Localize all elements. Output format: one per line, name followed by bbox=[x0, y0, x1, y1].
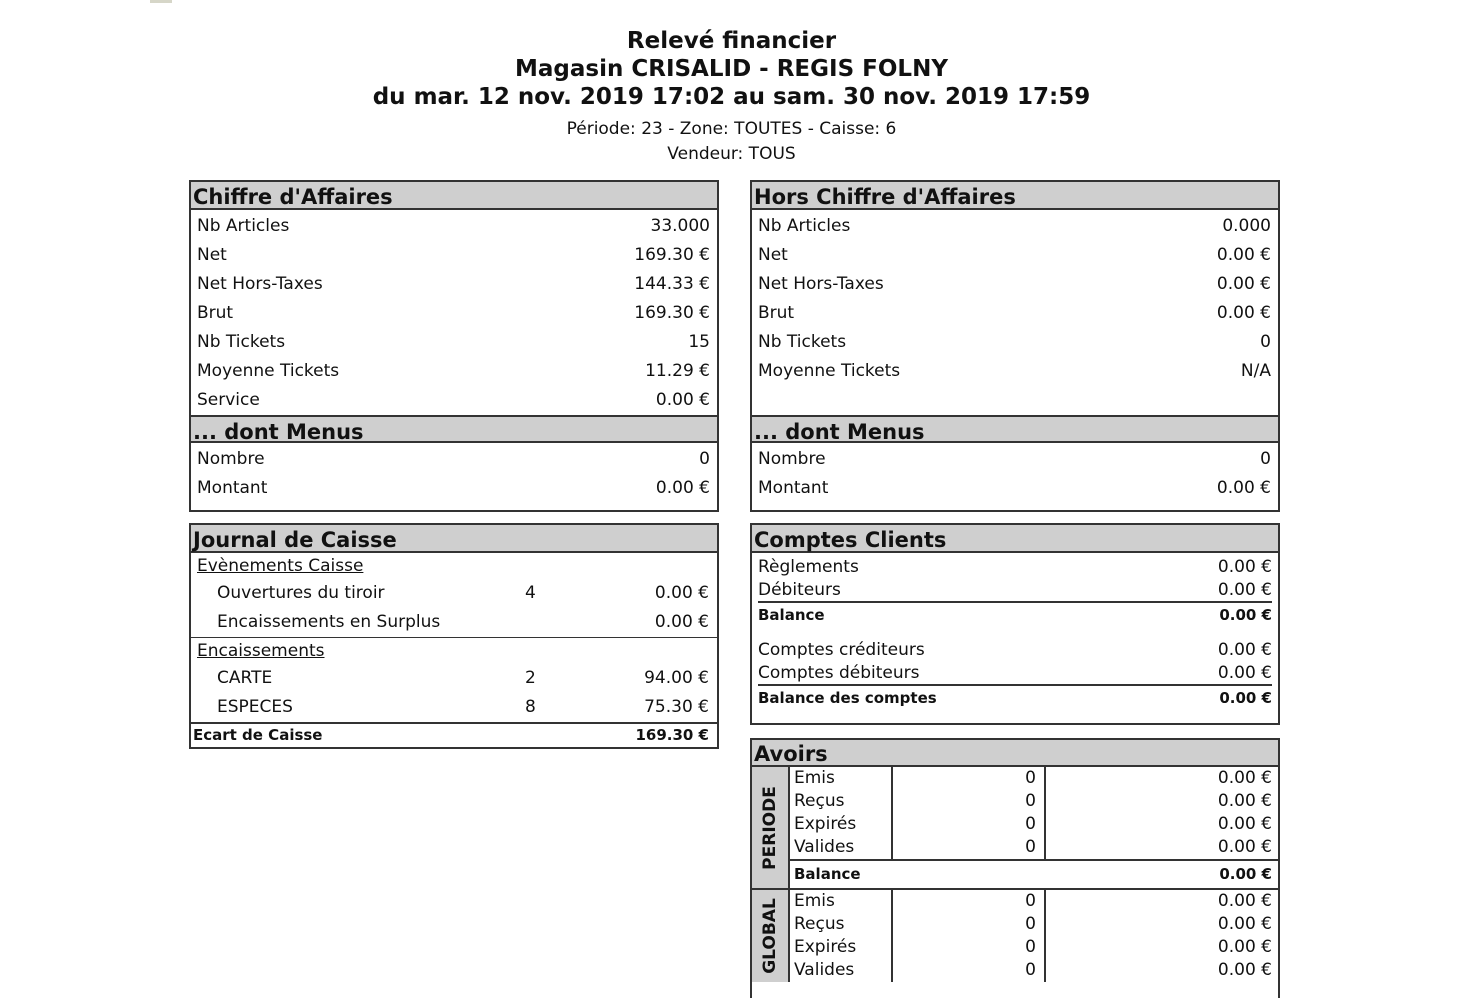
avoirs-periode-side bbox=[752, 767, 790, 888]
avoirs-row-label: Valides bbox=[790, 836, 893, 859]
hca-row bbox=[758, 212, 1271, 241]
avoirs-periode-label: PERIODE bbox=[760, 785, 780, 870]
report-period: du mar. 12 nov. 2019 17:02 au sam. 30 nov. 2019 17:59 bbox=[372, 84, 1091, 110]
ca-menu-value: 0 bbox=[699, 449, 710, 469]
clients-balance2-row bbox=[758, 684, 1272, 711]
hca-row-empty bbox=[758, 386, 1271, 415]
ca-row-value: 169.30 € bbox=[634, 303, 710, 323]
clients-balance2-value: 0.00 € bbox=[1219, 689, 1272, 707]
clients-row-value: 0.00 € bbox=[1217, 580, 1272, 600]
avoirs-row bbox=[790, 813, 1278, 836]
hca-menus-title: ... dont Menus bbox=[752, 415, 1278, 443]
ca-row-label: Net Hors-Taxes bbox=[197, 274, 323, 294]
clients-balance-value: 0.00 € bbox=[1219, 606, 1272, 624]
hca-row bbox=[758, 357, 1271, 386]
avoirs-global-side bbox=[752, 890, 790, 982]
ca-row-label: Net bbox=[197, 245, 227, 265]
report-title: Relevé financier bbox=[626, 28, 837, 54]
ca-row-label: Service bbox=[197, 390, 260, 410]
ca-row-label: Moyenne Tickets bbox=[197, 361, 340, 381]
hca-row bbox=[758, 241, 1271, 270]
hca-menu-row bbox=[758, 474, 1271, 503]
ca-menu-label: Nombre bbox=[197, 449, 265, 469]
journal-cash-head: Encaissements bbox=[191, 637, 717, 664]
hca-menu-value: 0.00 € bbox=[1216, 478, 1271, 498]
journal-section bbox=[189, 523, 719, 749]
avoirs-row-count: 0 bbox=[893, 767, 1046, 790]
avoirs-row-amount: 0.00 € bbox=[1217, 914, 1272, 934]
avoirs-row-count: 0 bbox=[893, 790, 1046, 813]
ca-row bbox=[197, 386, 710, 415]
clients-balance-label: Balance bbox=[758, 606, 825, 624]
ca-menu-label: Montant bbox=[197, 478, 268, 498]
journal-cash-amount: 75.30 € bbox=[644, 697, 709, 717]
journal-event-row bbox=[191, 579, 717, 608]
hca-row bbox=[758, 270, 1271, 299]
hca-row-label: Net bbox=[758, 245, 788, 265]
ca-row-label: Brut bbox=[197, 303, 234, 323]
ca-row bbox=[197, 212, 710, 241]
hca-row bbox=[758, 299, 1271, 328]
hca-row-value: 0.00 € bbox=[1216, 303, 1271, 323]
ca-row-value: 33.000 bbox=[650, 216, 710, 236]
avoirs-global-label: GLOBAL bbox=[760, 898, 780, 974]
ca-row-value: 15 bbox=[688, 332, 710, 352]
avoirs-row-label: Reçus bbox=[790, 790, 893, 813]
avoirs-global-block bbox=[752, 888, 1278, 982]
hca-menu-value: 0 bbox=[1260, 449, 1271, 469]
hca-row-value: 0 bbox=[1260, 332, 1271, 352]
avoirs-row-count: 0 bbox=[893, 836, 1046, 859]
avoirs-row-count: 0 bbox=[893, 890, 1046, 913]
hca-row bbox=[758, 328, 1271, 357]
journal-title: Journal de Caisse bbox=[191, 525, 717, 553]
avoirs-row-label: Valides bbox=[790, 959, 893, 982]
hca-row-label: Nb Articles bbox=[758, 216, 851, 236]
avoirs-row bbox=[790, 913, 1278, 936]
hca-title: Hors Chiffre d'Affaires bbox=[752, 182, 1278, 210]
ca-row-value: 11.29 € bbox=[645, 361, 710, 381]
avoirs-row-label: Emis bbox=[790, 767, 893, 790]
clients-row bbox=[758, 555, 1272, 578]
ca-menu-row bbox=[197, 445, 710, 474]
clients-row bbox=[758, 638, 1272, 661]
hca-row-label: Moyenne Tickets bbox=[758, 361, 901, 381]
ca-menu-value: 0.00 € bbox=[655, 478, 710, 498]
hca-row-value: N/A bbox=[1240, 361, 1271, 381]
clients-title: Comptes Clients bbox=[752, 525, 1278, 553]
hca-menu-label: Nombre bbox=[758, 449, 826, 469]
avoirs-row bbox=[790, 959, 1278, 982]
avoirs-row bbox=[790, 790, 1278, 813]
journal-event-amount: 0.00 € bbox=[654, 583, 709, 603]
ca-row bbox=[197, 270, 710, 299]
report-filters: Période: 23 - Zone: TOUTES - Caisse: 6 bbox=[566, 119, 897, 139]
journal-total-label: Ecart de Caisse bbox=[193, 726, 323, 744]
ca-section bbox=[189, 180, 719, 512]
journal-total-row bbox=[191, 722, 717, 746]
journal-events-head: Evènements Caisse bbox=[197, 556, 364, 576]
hca-section bbox=[750, 180, 1280, 512]
avoirs-row-label: Expirés bbox=[790, 813, 893, 836]
journal-cash-amount: 94.00 € bbox=[644, 668, 709, 688]
journal-event-row bbox=[191, 608, 717, 637]
journal-cash-row bbox=[191, 693, 717, 722]
hca-row-value: 0.000 bbox=[1222, 216, 1271, 236]
avoirs-periode-block bbox=[752, 767, 1278, 888]
report-header bbox=[0, 27, 1463, 167]
ca-row-value: 144.33 € bbox=[634, 274, 710, 294]
avoirs-row-label: Expirés bbox=[790, 936, 893, 959]
avoirs-balance-value: 0.00 € bbox=[1219, 865, 1272, 883]
hca-row-label: Brut bbox=[758, 303, 795, 323]
hca-menu-label: Montant bbox=[758, 478, 829, 498]
ca-row-label: Nb Articles bbox=[197, 216, 290, 236]
report-seller: Vendeur: TOUS bbox=[667, 144, 796, 164]
clients-row bbox=[758, 578, 1272, 601]
journal-event-label: Encaissements en Surplus bbox=[217, 612, 441, 632]
avoirs-balance-label: Balance bbox=[794, 865, 861, 883]
avoirs-row bbox=[790, 767, 1278, 790]
journal-cash-label: ESPECES bbox=[217, 697, 293, 717]
ca-menus-title: ... dont Menus bbox=[191, 415, 717, 443]
hca-row-label: Nb Tickets bbox=[758, 332, 847, 352]
clients-row-label: Règlements bbox=[758, 557, 859, 577]
ca-row bbox=[197, 357, 710, 386]
avoirs-row-count: 0 bbox=[893, 959, 1046, 982]
ca-row-value: 169.30 € bbox=[634, 245, 710, 265]
hca-row-value: 0.00 € bbox=[1216, 274, 1271, 294]
avoirs-row-amount: 0.00 € bbox=[1217, 960, 1272, 980]
ca-row bbox=[197, 328, 710, 357]
avoirs-row-amount: 0.00 € bbox=[1217, 791, 1272, 811]
clients-row-value: 0.00 € bbox=[1217, 640, 1272, 660]
clients-row-label: Comptes débiteurs bbox=[758, 663, 920, 683]
avoirs-row-label: Emis bbox=[790, 890, 893, 913]
clients-balance-row bbox=[758, 601, 1272, 628]
journal-cash-count: 8 bbox=[525, 697, 536, 717]
avoirs-row bbox=[790, 890, 1278, 913]
ca-row-label: Nb Tickets bbox=[197, 332, 286, 352]
hca-menu-row bbox=[758, 445, 1271, 474]
clients-row bbox=[758, 661, 1272, 684]
avoirs-row-amount: 0.00 € bbox=[1217, 814, 1272, 834]
avoirs-row-amount: 0.00 € bbox=[1217, 837, 1272, 857]
journal-cash-row bbox=[191, 664, 717, 693]
clients-row-value: 0.00 € bbox=[1217, 663, 1272, 683]
ca-menu-row bbox=[197, 474, 710, 503]
journal-cash-count: 2 bbox=[525, 668, 536, 688]
ca-row bbox=[197, 299, 710, 328]
corner-mark bbox=[150, 0, 172, 3]
avoirs-balance-row bbox=[790, 859, 1278, 888]
clients-row-label: Débiteurs bbox=[758, 580, 841, 600]
journal-event-count: 4 bbox=[525, 583, 536, 603]
avoirs-section bbox=[750, 738, 1280, 998]
avoirs-row-count: 0 bbox=[893, 813, 1046, 836]
report-store: Magasin CRISALID - REGIS FOLNY bbox=[515, 56, 948, 82]
clients-section bbox=[750, 523, 1280, 725]
avoirs-row-count: 0 bbox=[893, 913, 1046, 936]
ca-row-value: 0.00 € bbox=[655, 390, 710, 410]
ca-row bbox=[197, 241, 710, 270]
avoirs-row-amount: 0.00 € bbox=[1217, 937, 1272, 957]
journal-event-label: Ouvertures du tiroir bbox=[217, 583, 385, 603]
clients-balance2-label: Balance des comptes bbox=[758, 689, 937, 707]
avoirs-row-label: Reçus bbox=[790, 913, 893, 936]
clients-row-label: Comptes créditeurs bbox=[758, 640, 925, 660]
journal-cash-label: CARTE bbox=[217, 668, 273, 688]
ca-title: Chiffre d'Affaires bbox=[191, 182, 717, 210]
avoirs-row-amount: 0.00 € bbox=[1217, 891, 1272, 911]
avoirs-row-count: 0 bbox=[893, 936, 1046, 959]
avoirs-row bbox=[790, 836, 1278, 859]
avoirs-row bbox=[790, 936, 1278, 959]
journal-event-amount: 0.00 € bbox=[654, 612, 709, 632]
hca-row-value: 0.00 € bbox=[1216, 245, 1271, 265]
avoirs-title: Avoirs bbox=[752, 740, 1278, 767]
clients-row-value: 0.00 € bbox=[1217, 557, 1272, 577]
journal-total-value: 169.30 € bbox=[635, 726, 709, 744]
avoirs-row-amount: 0.00 € bbox=[1217, 768, 1272, 788]
hca-row-label: Net Hors-Taxes bbox=[758, 274, 884, 294]
